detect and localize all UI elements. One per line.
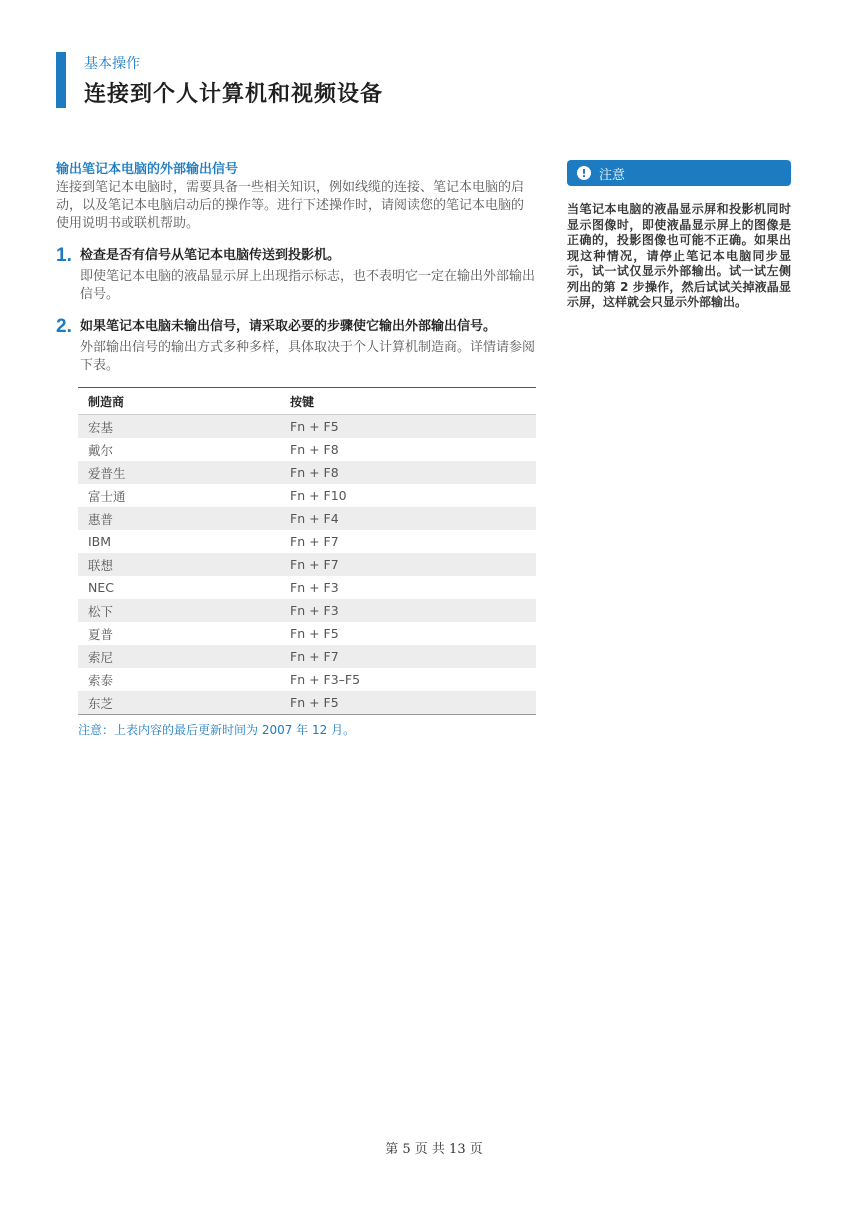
- cell-manufacturer: NEC: [88, 580, 114, 595]
- cell-manufacturer: 宏基: [78, 415, 280, 439]
- cell-manufacturer: 松下: [78, 599, 280, 622]
- table-row: [78, 645, 536, 668]
- cell-key: Fn + F8: [290, 442, 339, 457]
- step-body: 外部输出信号的输出方式多种多样，具体取决于个人计算机制造商。详情请参阅下表。: [80, 340, 536, 373]
- cell-key: Fn + F5: [280, 691, 536, 715]
- table-row: [78, 507, 536, 530]
- manufacturer-key-table: [78, 387, 536, 715]
- step-title: 检查是否有信号从笔记本电脑传送到投影机。: [80, 248, 341, 263]
- table-row: [78, 622, 536, 645]
- notice-label: 注意: [599, 167, 626, 183]
- table-row: [78, 691, 536, 715]
- table-row: [78, 461, 536, 484]
- table-row: [78, 576, 536, 599]
- cell-key: Fn + F4: [280, 507, 536, 530]
- cell-manufacturer: IBM: [88, 534, 112, 549]
- notice-header: [567, 160, 791, 186]
- notice-box: [567, 160, 791, 311]
- step-2: [56, 318, 536, 375]
- intro-paragraph: 连接到笔记本电脑时，需要具备一些相关知识，例如线缆的连接、笔记本电脑的启动，以及笔记本电脑启动后的操作等。进行下述操作时，请阅读您的笔记本电脑的使用说明书或联机帮助。: [56, 180, 525, 231]
- cell-manufacturer: 联想: [78, 553, 280, 576]
- cell-key: Fn + F7: [280, 645, 536, 668]
- table-row: [78, 553, 536, 576]
- cell-key: Fn + F10: [290, 488, 347, 503]
- cell-key: Fn + F3: [280, 599, 536, 622]
- notice-body: 当笔记本电脑的液晶显示屏和投影机同时显示图像时，即使液晶显示屏上的图像是正确的，投影图像也可能不正确。如果出现这种情况，请停止笔记本电脑同步显示，试一试仅显示外部输出。试一试左侧列出的第 2 步操作，然后试试关掉液晶显示屏，这样就会只显示外部输出。: [567, 202, 791, 309]
- table-row: [78, 438, 536, 461]
- cell-manufacturer: 爱普生: [78, 461, 280, 484]
- exclamation-icon: !: [577, 166, 591, 180]
- step-title: 如果笔记本电脑未输出信号，请采取必要的步骤使它输出外部输出信号。: [80, 319, 497, 334]
- cell-manufacturer: 东芝: [78, 691, 280, 715]
- cell-key: Fn + F5: [280, 415, 536, 439]
- step-number: 2.: [56, 316, 72, 337]
- cell-key: Fn + F8: [280, 461, 536, 484]
- cell-key: Fn + F3: [290, 580, 339, 595]
- cell-key: Fn + F7: [280, 553, 536, 576]
- step-1: [56, 247, 536, 304]
- page-title: 连接到个人计算机和视频设备: [84, 82, 384, 107]
- table-row: [78, 530, 536, 553]
- cell-key: Fn + F3–F5: [290, 672, 361, 687]
- cell-manufacturer: 夏普: [88, 626, 114, 642]
- table-row: [78, 415, 536, 439]
- category-label: 基本操作: [84, 56, 140, 72]
- cell-manufacturer: 索尼: [78, 645, 280, 668]
- table-note: 注意：上表内容的最后更新时间为 2007 年 12 月。: [78, 723, 356, 737]
- table-header-row: [78, 388, 536, 415]
- cell-manufacturer: 惠普: [78, 507, 280, 530]
- table-row: [78, 484, 536, 507]
- table-row: [78, 599, 536, 622]
- section-heading: 输出笔记本电脑的外部输出信号: [56, 162, 239, 177]
- column-header-manufacturer: 制造商: [78, 388, 280, 415]
- main-content: [56, 158, 536, 738]
- table-body: [78, 415, 536, 715]
- cell-manufacturer: 戴尔: [88, 442, 114, 458]
- table-row: [78, 668, 536, 691]
- step-number: 1.: [56, 245, 72, 266]
- cell-key: Fn + F7: [290, 534, 339, 549]
- cell-manufacturer: 富士通: [88, 488, 126, 504]
- page-footer: 第 5 页 共 13 页: [385, 1142, 483, 1157]
- step-body: 即使笔记本电脑的液晶显示屏上出现指示标志，也不表明它一定在输出外部输出信号。: [80, 269, 536, 302]
- cell-key: Fn + F5: [290, 626, 339, 641]
- title-accent-bar: [56, 52, 66, 108]
- column-header-key: 按键: [280, 388, 536, 415]
- cell-manufacturer: 索泰: [88, 672, 114, 688]
